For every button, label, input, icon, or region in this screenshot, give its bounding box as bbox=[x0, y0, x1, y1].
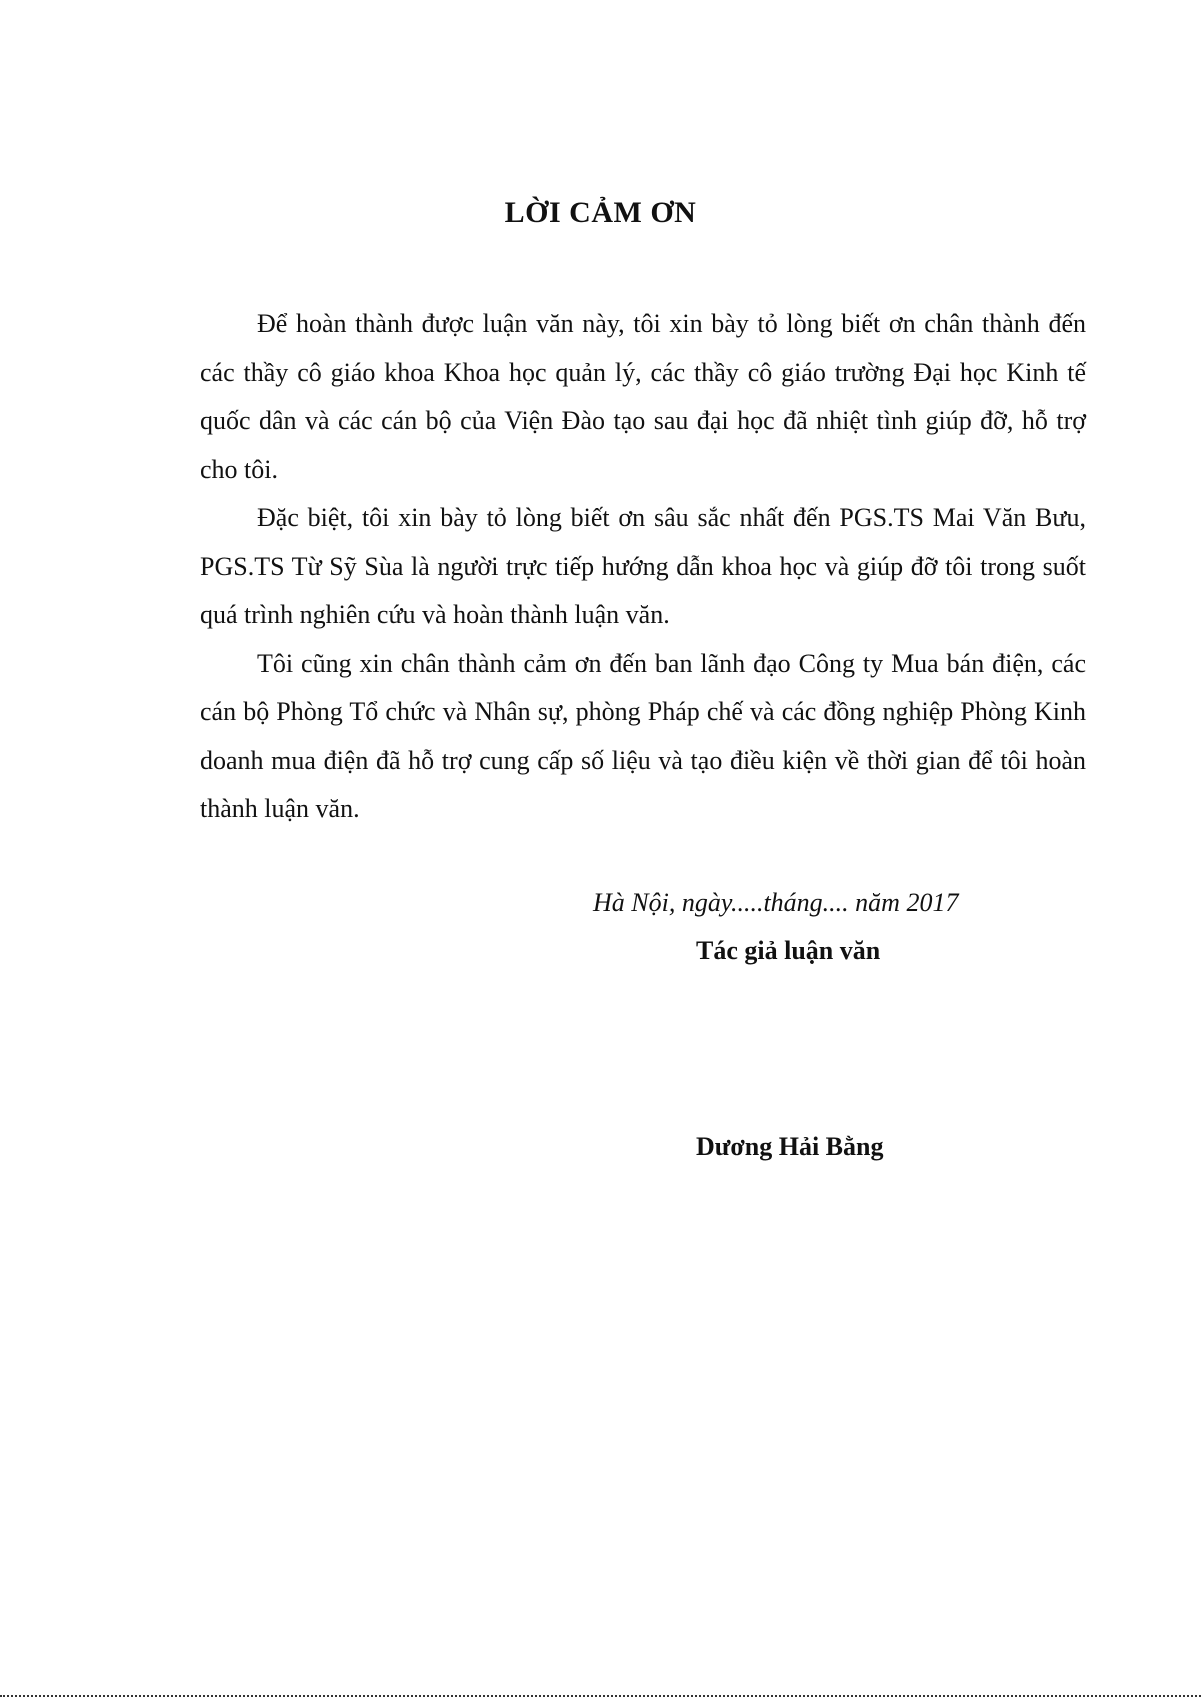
author-name: Dương Hải Bằng bbox=[696, 1132, 884, 1161]
paragraph-1: Để hoàn thành được luận văn này, tôi xin bày tỏ lòng biết ơn chân thành đến các thầy cô giáo khoa Khoa học quản lý, các thầy cô giáo trường Đại học Kinh tế quốc dân và các cán bộ của Viện Đào tạo sau đại học đã nhiệt tình giúp đỡ, hỗ trợ cho tôi. bbox=[200, 309, 1086, 484]
acknowledgement-body bbox=[200, 300, 1086, 834]
page-bottom-divider bbox=[0, 1695, 1201, 1697]
author-role: Tác giả luận văn bbox=[696, 936, 881, 965]
page-title: LỜI CẢM ƠN bbox=[504, 196, 697, 229]
paragraph-3: Tôi cũng xin chân thành cảm ơn đến ban lãnh đạo Công ty Mua bán điện, các cán bộ Phòng Tổ chức và Nhân sự, phòng Pháp chế và các đồng nghiệp Phòng Kinh doanh mua điện đã hỗ trợ cung cấp số liệu và tạo điều kiện về thời gian để tôi hoàn thành luận văn. bbox=[200, 648, 1086, 823]
date-line: Hà Nội, ngày.....tháng.... năm 2017 bbox=[593, 888, 959, 917]
paragraph-2: Đặc biệt, tôi xin bày tỏ lòng biết ơn sâu sắc nhất đến PGS.TS Mai Văn Bưu, PGS.TS Từ Sỹ Sùa là người trực tiếp hướng dẫn khoa học và giúp đỡ tôi trong suốt quá trình nghiên cứu và hoàn thành luận văn. bbox=[200, 503, 1086, 629]
